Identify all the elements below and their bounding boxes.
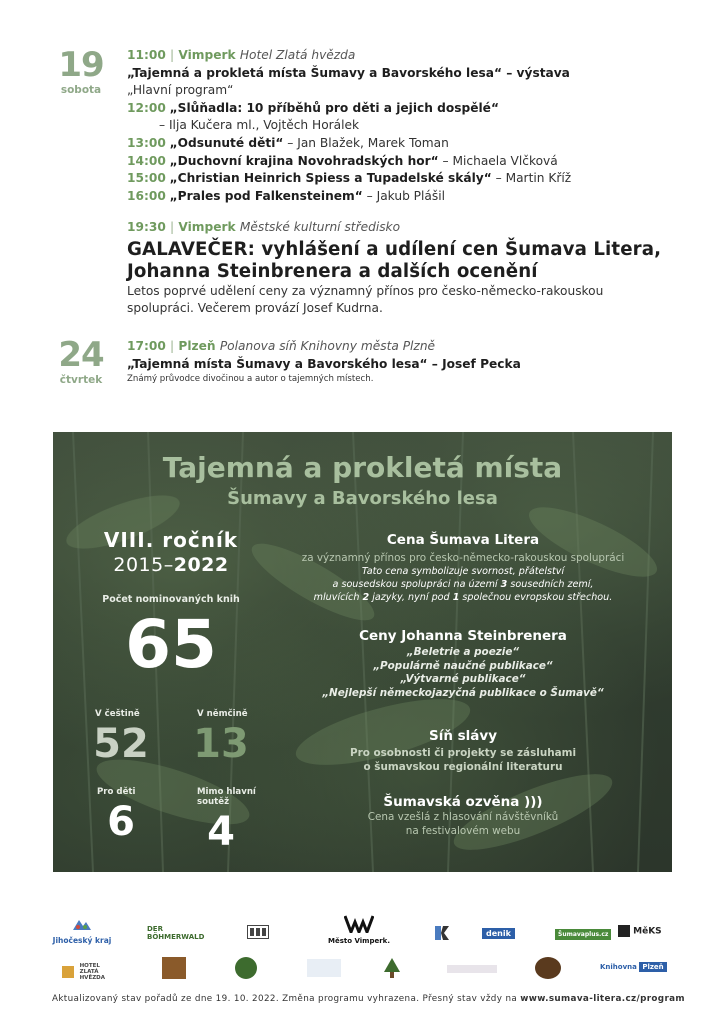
- partner-logos-row2: [52, 955, 677, 985]
- years-end: 2022: [173, 554, 229, 576]
- item-title: „Prales pod Falkensteinem“: [169, 188, 363, 203]
- program-item: [127, 188, 687, 206]
- logo-sumavske-pohadky: [382, 957, 402, 979]
- gala-title-line2: Johanna Steinbrenera a dalších ocenění: [127, 260, 538, 282]
- meks-icon: [618, 925, 630, 937]
- event-header: [127, 47, 687, 65]
- award-category: „Nejlepší německojazyčná publikace o Šumavě“: [322, 686, 604, 699]
- footer-note: [52, 994, 685, 1004]
- event-venue: Městské kulturní středisko: [239, 220, 401, 235]
- event-time: 19:30: [127, 220, 166, 235]
- item-title: „Slůňadla: 10 příběhů pro děti a jejich dospělé“: [169, 100, 499, 115]
- years: [71, 554, 271, 576]
- hotel-icon: [62, 966, 74, 978]
- separator: |: [170, 220, 175, 235]
- program-item: [127, 153, 687, 171]
- german-label: V němčině: [197, 709, 248, 719]
- stats-column: [71, 528, 271, 681]
- gala-title-line1: GALAVEČER: vyhlášení a udílení cen Šumava Litera,: [127, 238, 662, 260]
- award-title: Šumavská ozvěna ))): [383, 794, 543, 810]
- logo-k: [435, 925, 451, 939]
- gala-description-line1: Letos poprvé udělení ceny za významný přínos pro česko-německo-rakouskou: [127, 283, 604, 298]
- day-name: čtvrtek: [59, 374, 103, 386]
- text-part: a sousedskou spolupráci na území: [332, 579, 501, 590]
- text-part: jazyky, nyní pod: [369, 592, 453, 603]
- award-category: „Populárně naučné publikace“: [373, 659, 553, 672]
- event-header: [127, 338, 687, 356]
- item-title: „Odsunuté děti“: [169, 135, 284, 150]
- event-note: „Hlavní program“: [127, 83, 234, 98]
- logo-sumavaplus: Šumavaplus.cz: [555, 929, 611, 940]
- award-line2: o šumavskou regionální literaturu: [363, 761, 563, 773]
- award-category: „Beletrie a poezie“: [406, 646, 520, 658]
- logo-knihovna-plzen: [600, 963, 667, 971]
- region-icon: [71, 918, 93, 932]
- item-authors: – Jakub Plášil: [362, 188, 446, 203]
- award-line3: [273, 591, 653, 604]
- k-icon: [435, 926, 451, 940]
- text-part: společnou evropskou střechou.: [459, 592, 613, 603]
- program-item: [127, 100, 687, 118]
- festival-banner: [53, 432, 672, 872]
- text-bold: 2: [362, 592, 370, 603]
- item-time: 14:00: [127, 153, 166, 168]
- kids-stat: [71, 787, 171, 845]
- item-time: 15:00: [127, 171, 166, 186]
- award-line1: Pro osobnosti či projekty se zásluhami: [349, 747, 577, 759]
- award-title: Síň slávy: [428, 728, 498, 744]
- program-item: [127, 170, 687, 188]
- czech-stat: [71, 709, 171, 767]
- logo-denik: denik: [482, 928, 515, 939]
- logo-hotel-zlata-hvezda: [62, 961, 120, 981]
- event-time: 17:00: [127, 339, 166, 353]
- outside-label: Mimo hlavní soutěž: [197, 787, 256, 807]
- czech-label: V češtině: [95, 709, 140, 719]
- award-title: Ceny Johanna Steinbrenera: [359, 628, 567, 644]
- award-line2: [273, 578, 653, 591]
- logo-jihocesky-kraj: [52, 917, 112, 945]
- banner-subtitle: Šumavy a Bavorského lesa: [227, 488, 498, 509]
- event-venue: Hotel Zlatá hvězda: [239, 48, 356, 62]
- item-title: „Duchovní krajina Novohradských hor“: [169, 153, 439, 168]
- logo-label: Jihočeský kraj: [52, 936, 112, 945]
- logo-label-highlight: Plzeň: [639, 962, 666, 972]
- thursday-program: [127, 338, 687, 385]
- award-category: „Výtvarné publikace“: [400, 673, 526, 685]
- event-place: Vimperk: [178, 48, 236, 62]
- logo-round-brown: [535, 957, 561, 979]
- award-steinbrener: [273, 628, 653, 700]
- logo-round-green: [235, 957, 257, 979]
- logo-label: MěKS: [633, 926, 662, 937]
- text-bold: 1: [452, 592, 460, 603]
- banner-title: Tajemná a prokletá místa: [162, 451, 563, 484]
- separator: |: [170, 48, 175, 62]
- event-time: 11:00: [127, 48, 166, 62]
- award-subtitle: za významný přínos pro česko-německo-rakouskou spolupráci: [301, 552, 625, 564]
- nominated-label: Počet nominovaných knih: [102, 594, 240, 605]
- logo-der-bohmerwald: DER BÖHMERWALD: [147, 925, 205, 941]
- item-authors: – Michaela Vlčková: [438, 153, 558, 168]
- item-time: 13:00: [127, 135, 166, 150]
- gala-description-line2: spolupráci. Večerem provází Josef Kudrna.: [127, 300, 383, 315]
- item-time: 16:00: [127, 188, 166, 203]
- german-value: 13: [193, 721, 249, 767]
- event-place: Vimperk: [178, 220, 236, 235]
- day-19: [52, 45, 110, 96]
- outside-stat: [171, 787, 271, 855]
- item-title: „Christian Heinrich Spiess a Tupadelské skály“: [169, 171, 492, 186]
- german-stat: [171, 709, 271, 767]
- day-name: sobota: [60, 84, 102, 96]
- event-note: Známý průvodce divočinou a autor o tajemných místech.: [127, 374, 374, 385]
- logo-brown-badge: [162, 957, 186, 979]
- award-sumava-litera: [273, 532, 653, 604]
- separator: |: [170, 339, 175, 353]
- footer-text: Aktualizovaný stav pořadů ze dne 19. 10. 2022. Změna programu vyhrazena. Přesný stav vždy na: [52, 994, 521, 1004]
- kids-value: 6: [107, 799, 135, 845]
- day-24: [52, 335, 110, 386]
- logo-label: Město Vimperk.: [328, 937, 390, 945]
- years-start: 2015–: [113, 554, 174, 576]
- tree-icon: [382, 957, 402, 979]
- logo-library: [307, 959, 341, 977]
- award-line2: na festivalovém webu: [405, 825, 521, 837]
- day-number: 19: [58, 45, 104, 85]
- day-number: 24: [58, 335, 104, 375]
- event-title: „Tajemná místa Šumavy a Bavorského lesa“ – Josef Pecka: [127, 356, 521, 371]
- saturday-program: [127, 47, 687, 317]
- event-header: [127, 219, 687, 237]
- logo-square: [247, 925, 269, 939]
- event-title: „Tajemná a prokletá místa Šumavy a Bavorského lesa“ – výstava: [127, 65, 570, 80]
- item-authors: – Ilja Kučera ml., Vojtěch Horálek: [159, 118, 360, 133]
- award-hall-of-fame: [273, 728, 653, 774]
- text-part: mluvících: [313, 592, 363, 603]
- logo-meks: [618, 925, 662, 937]
- event-venue: Polanova síň Knihovny města Plzně: [219, 339, 436, 353]
- czech-value: 52: [93, 721, 149, 767]
- logo-mestska-knihovna: [447, 965, 497, 973]
- item-authors: – Martin Kříž: [491, 171, 572, 186]
- award-line1: Cena vzešlá z hlasování návštěvníků: [367, 811, 559, 823]
- text-bold: 3: [500, 579, 508, 590]
- nominated-value: 65: [125, 606, 217, 683]
- outside-value: 4: [207, 809, 235, 855]
- logo-label: HOTEL ZLATÁ HVĚZDA: [79, 962, 106, 981]
- partner-logos-row1: [52, 915, 677, 945]
- logo-label: Knihovna: [600, 963, 637, 971]
- footer-link[interactable]: www.sumava-litera.cz/program: [520, 994, 685, 1004]
- logo-mesto-vimperk: [324, 915, 394, 945]
- award-title: Cena Šumava Litera: [386, 532, 540, 548]
- vimperk-icon: [344, 915, 374, 933]
- event-place: Plzeň: [178, 339, 216, 353]
- award-ozvena: [273, 794, 653, 838]
- kids-label: Pro děti: [97, 787, 136, 797]
- award-line1: Tato cena symbolizuje svornost, přátelství: [361, 566, 565, 577]
- edition: VIII. ročník: [103, 528, 239, 552]
- text-part: sousedních zemí,: [507, 579, 594, 590]
- program-item: [127, 135, 687, 153]
- item-time: 12:00: [127, 100, 166, 115]
- item-authors: – Jan Blažek, Marek Toman: [283, 135, 449, 150]
